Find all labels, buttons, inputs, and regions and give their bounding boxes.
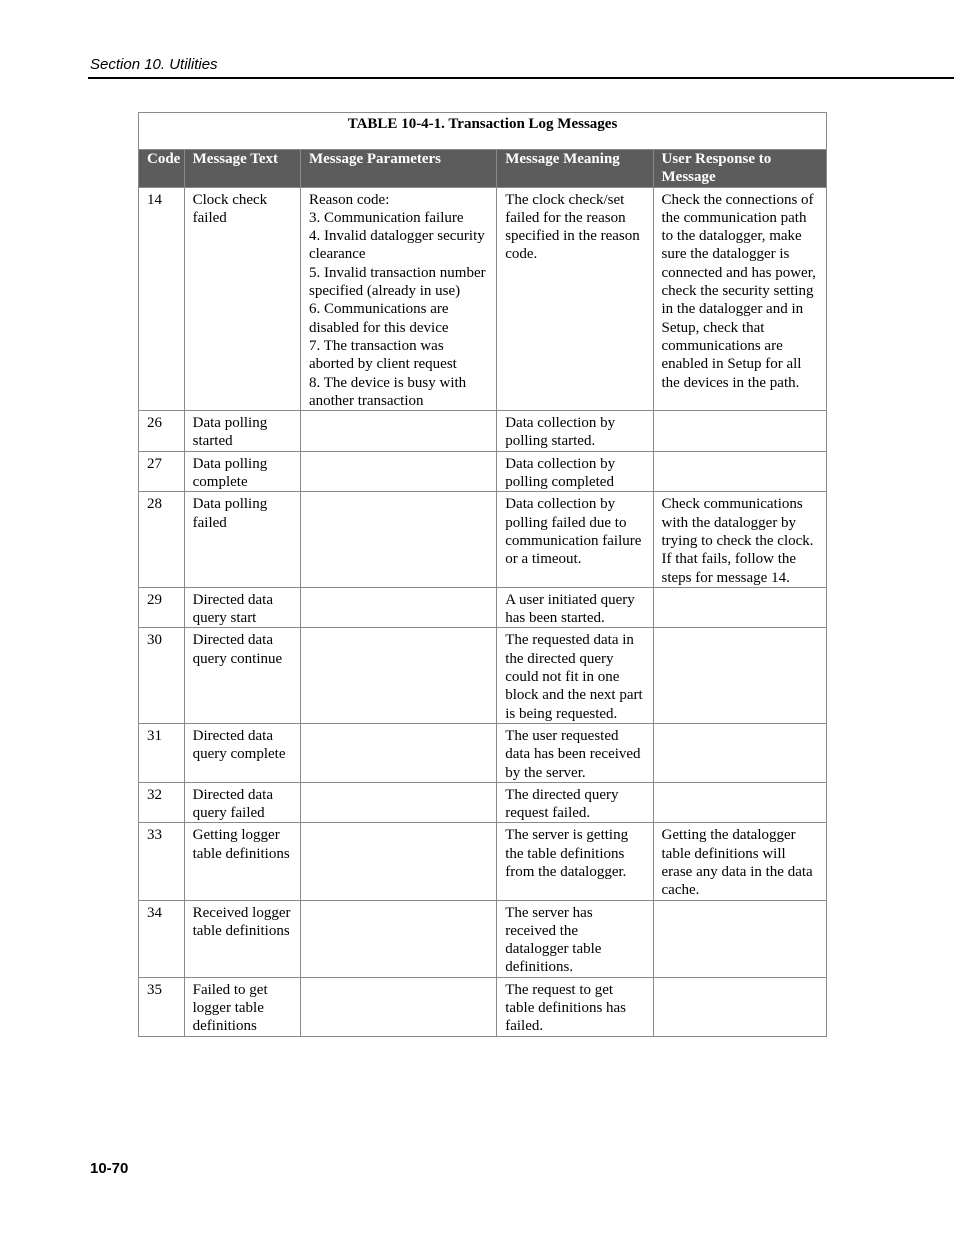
cell-message-meaning: The server has received the datalogger table definitions. (497, 900, 653, 977)
cell-user-response (653, 782, 826, 823)
cell-code: 34 (139, 900, 185, 977)
cell-message-parameters (300, 900, 496, 977)
cell-message-text: Failed to get logger table definitions (184, 977, 300, 1036)
cell-user-response (653, 628, 826, 723)
cell-user-response (653, 977, 826, 1036)
cell-message-parameters (300, 411, 496, 452)
cell-message-meaning: The requested data in the directed query could not fit in one block and the next part is being requested. (497, 628, 653, 723)
cell-message-parameters (300, 782, 496, 823)
table-row (139, 411, 827, 452)
cell-user-response (653, 411, 826, 452)
running-header (88, 55, 954, 79)
cell-code: 28 (139, 492, 185, 587)
cell-message-text: Directed data query start (184, 587, 300, 628)
cell-user-response: Check communications with the datalogger by trying to check the clock. If that fails, follow the steps for message 14. (653, 492, 826, 587)
cell-message-meaning: The request to get table definitions has failed. (497, 977, 653, 1036)
cell-message-parameters (300, 451, 496, 492)
table-header-row (139, 150, 827, 188)
cell-code: 30 (139, 628, 185, 723)
section-title: Section 10. Utilities (90, 56, 218, 73)
cell-message-meaning: Data collection by polling started. (497, 411, 653, 452)
header-code: Code (139, 150, 185, 188)
cell-code: 27 (139, 451, 185, 492)
cell-message-parameters (300, 492, 496, 587)
header-user-response: User Response to Message (653, 150, 826, 188)
cell-message-text: Directed data query complete (184, 723, 300, 782)
cell-user-response (653, 900, 826, 977)
table-row (139, 823, 827, 900)
cell-message-text: Data polling complete (184, 451, 300, 492)
table-row (139, 187, 827, 411)
cell-code: 14 (139, 187, 185, 411)
cell-message-meaning: The clock check/set failed for the reason specified in the reason code. (497, 187, 653, 411)
cell-message-text: Directed data query continue (184, 628, 300, 723)
page-number: 10-70 (90, 1160, 129, 1177)
cell-code: 35 (139, 977, 185, 1036)
cell-message-parameters: Reason code: 3. Communication failure 4. Invalid datalogger security clearance 5. Invalid transaction number specified (already in use) 6. Communications are disabled for this device 7. The transaction was aborted by client request 8. The device is busy with another transaction (300, 187, 496, 411)
cell-message-meaning: The server is getting the table definitions from the datalogger. (497, 823, 653, 900)
cell-message-meaning: Data collection by polling failed due to communication failure or a timeout. (497, 492, 653, 587)
cell-user-response: Check the connections of the communication path to the datalogger, make sure the datalogger is connected and has power, check the security setting in the datalogger and in Setup, check that communications are enabled in Setup for all the devices in the path. (653, 187, 826, 411)
cell-message-parameters (300, 823, 496, 900)
cell-message-text: Received logger table definitions (184, 900, 300, 977)
transaction-log-table-container (138, 112, 827, 1037)
cell-code: 32 (139, 782, 185, 823)
cell-message-text: Getting logger table definitions (184, 823, 300, 900)
transaction-log-table (138, 112, 827, 1037)
cell-message-parameters (300, 628, 496, 723)
cell-message-text: Data polling failed (184, 492, 300, 587)
cell-message-parameters (300, 587, 496, 628)
cell-message-parameters (300, 723, 496, 782)
cell-code: 29 (139, 587, 185, 628)
table-row (139, 977, 827, 1036)
header-message-parameters: Message Parameters (300, 150, 496, 188)
cell-user-response: Getting the datalogger table definitions will erase any data in the data cache. (653, 823, 826, 900)
cell-message-meaning: The directed query request failed. (497, 782, 653, 823)
cell-user-response (653, 723, 826, 782)
table-row (139, 782, 827, 823)
header-message-text: Message Text (184, 150, 300, 188)
cell-code: 26 (139, 411, 185, 452)
cell-message-meaning: A user initiated query has been started. (497, 587, 653, 628)
cell-code: 31 (139, 723, 185, 782)
header-message-meaning: Message Meaning (497, 150, 653, 188)
cell-user-response (653, 451, 826, 492)
cell-message-parameters (300, 977, 496, 1036)
table-row (139, 587, 827, 628)
cell-code: 33 (139, 823, 185, 900)
cell-message-meaning: The user requested data has been received by the server. (497, 723, 653, 782)
table-row (139, 723, 827, 782)
cell-message-text: Clock check failed (184, 187, 300, 411)
cell-message-text: Directed data query failed (184, 782, 300, 823)
table-body (139, 187, 827, 1036)
table-caption: TABLE 10-4-1. Transaction Log Messages (139, 113, 827, 150)
cell-message-meaning: Data collection by polling completed (497, 451, 653, 492)
table-row (139, 900, 827, 977)
table-row (139, 492, 827, 587)
table-row (139, 451, 827, 492)
cell-message-text: Data polling started (184, 411, 300, 452)
table-row (139, 628, 827, 723)
cell-user-response (653, 587, 826, 628)
